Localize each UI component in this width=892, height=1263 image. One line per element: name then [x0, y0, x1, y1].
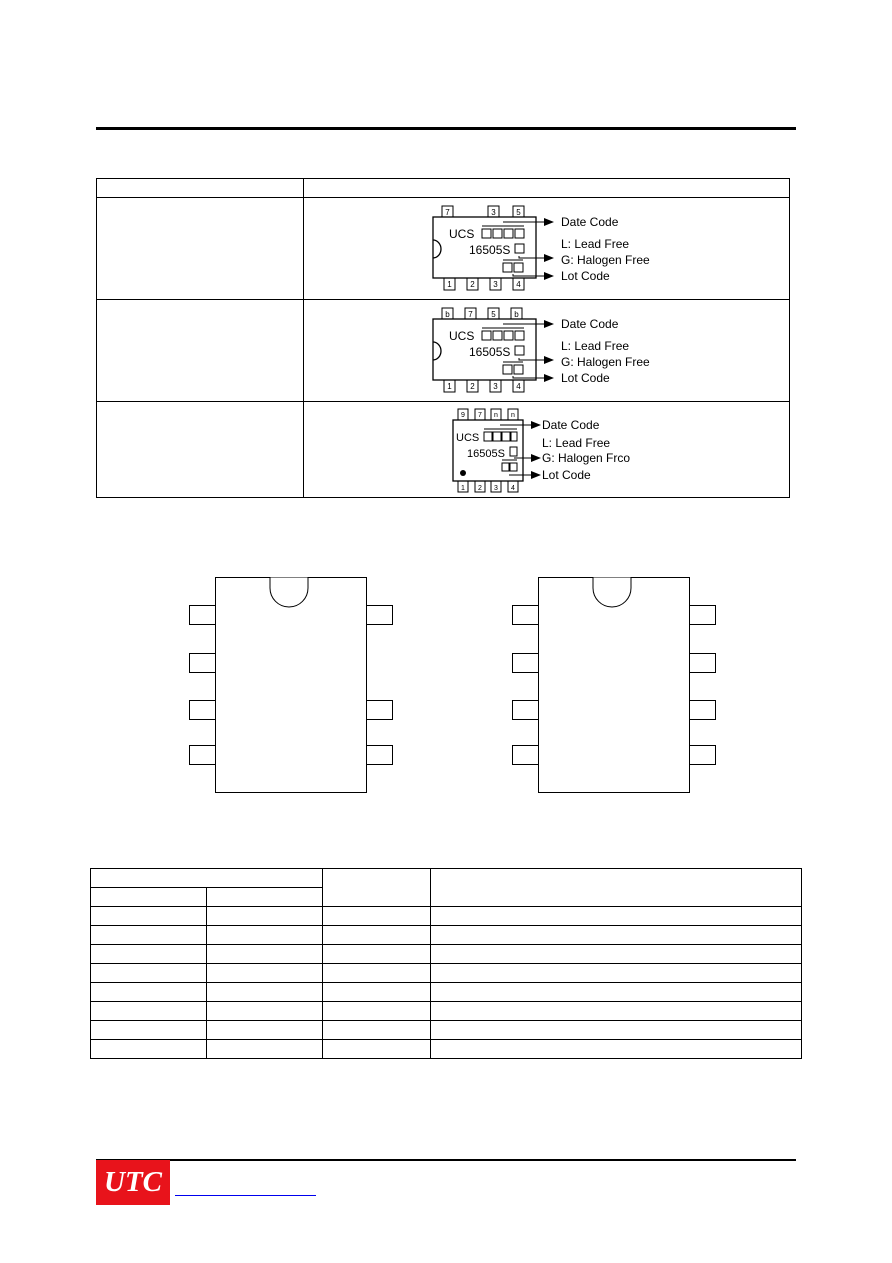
- pin-label: n: [494, 412, 498, 419]
- pin-description-table: [90, 868, 802, 1059]
- date-code-label: Date Code: [561, 215, 619, 229]
- pin-label: 4: [516, 382, 521, 391]
- table-row: [91, 983, 802, 1002]
- pin-name-header: [323, 869, 431, 907]
- pin-label: b: [514, 310, 519, 319]
- pin-header-row: [91, 869, 802, 888]
- pin-label: 2: [470, 382, 475, 391]
- lead-free-label: L: Lead Free: [561, 339, 630, 353]
- marking-row: [97, 198, 790, 300]
- marking-cell: [304, 198, 790, 300]
- date-code-label: Date Code: [561, 317, 619, 331]
- pin-label: 2: [470, 280, 475, 289]
- marking-diagram-1: [304, 198, 790, 299]
- package-header-cell: [97, 179, 304, 198]
- marking-header-cell: [304, 179, 790, 198]
- marking-row: [97, 402, 790, 498]
- table-row: [91, 926, 802, 945]
- marking-table: [96, 178, 790, 498]
- marking-line-2: 16505S: [467, 448, 505, 460]
- marking-diagram-3: [304, 402, 790, 497]
- marking-line-1: UCS: [449, 329, 475, 343]
- marking-header-row: [97, 179, 790, 198]
- ic-package-left: [190, 578, 393, 793]
- lead-free-label: L: Lead Free: [561, 237, 630, 251]
- pin-label: 4: [511, 485, 515, 492]
- footer-rule: [96, 1159, 796, 1161]
- marking-line-2: 16505S: [469, 345, 511, 359]
- pin-label: 5: [491, 310, 496, 319]
- utc-logo: [96, 1160, 170, 1205]
- date-code-label: Date Code: [542, 418, 600, 432]
- pin-configuration-diagrams: [0, 570, 892, 810]
- lead-free-label: L: Lead Free: [542, 436, 611, 450]
- marking-line-1: UCS: [449, 227, 475, 241]
- pin-label: 7: [478, 412, 482, 419]
- marking-row: [97, 300, 790, 402]
- utc-logo-text: UTC: [104, 1166, 162, 1198]
- pin-label: 3: [491, 208, 496, 217]
- pin-label: 3: [493, 280, 498, 289]
- table-row: [91, 907, 802, 926]
- marking-cell: [304, 300, 790, 402]
- halogen-free-label: G: Halogen Free: [561, 355, 650, 369]
- package-cell: [97, 300, 304, 402]
- lot-code-label: Lot Code: [561, 371, 610, 385]
- pin-number-header: [91, 869, 323, 888]
- pin-label: 9: [461, 412, 465, 419]
- table-row: [91, 1040, 802, 1059]
- pin-number-subheader: [91, 888, 207, 907]
- pin-label: n: [511, 412, 515, 419]
- pin-label: 1: [447, 382, 452, 391]
- pin-label: 7: [468, 310, 473, 319]
- lot-code-label: Lot Code: [542, 468, 591, 482]
- table-row: [91, 964, 802, 983]
- marking-diagram-2: [304, 300, 790, 401]
- ic-package-right: [513, 578, 716, 793]
- pin-label: 3: [493, 382, 498, 391]
- table-row: [91, 1002, 802, 1021]
- marking-line-1: UCS: [456, 432, 480, 444]
- table-row: [91, 1021, 802, 1040]
- package-cell: [97, 198, 304, 300]
- halogen-free-label: G: Halogen Free: [561, 253, 650, 267]
- package-cell: [97, 402, 304, 498]
- pin-label: 5: [516, 208, 521, 217]
- pin-label: 3: [494, 485, 498, 492]
- marking-cell: [304, 402, 790, 498]
- pin-label: b: [445, 310, 450, 319]
- pin-number-subheader: [207, 888, 323, 907]
- pin-label: 1: [447, 280, 452, 289]
- website-link[interactable]: [175, 1195, 316, 1196]
- pin-label: 2: [478, 485, 482, 492]
- lot-code-label: Lot Code: [561, 269, 610, 283]
- pin-description-header: [431, 869, 802, 907]
- pin-label: 4: [516, 280, 521, 289]
- header-rule: [96, 127, 796, 130]
- halogen-free-label: G: Halogen Frco: [542, 451, 631, 465]
- pin-label: 1: [461, 485, 465, 492]
- marking-line-2: 16505S: [469, 243, 511, 257]
- table-row: [91, 945, 802, 964]
- pin-label: 7: [445, 208, 450, 217]
